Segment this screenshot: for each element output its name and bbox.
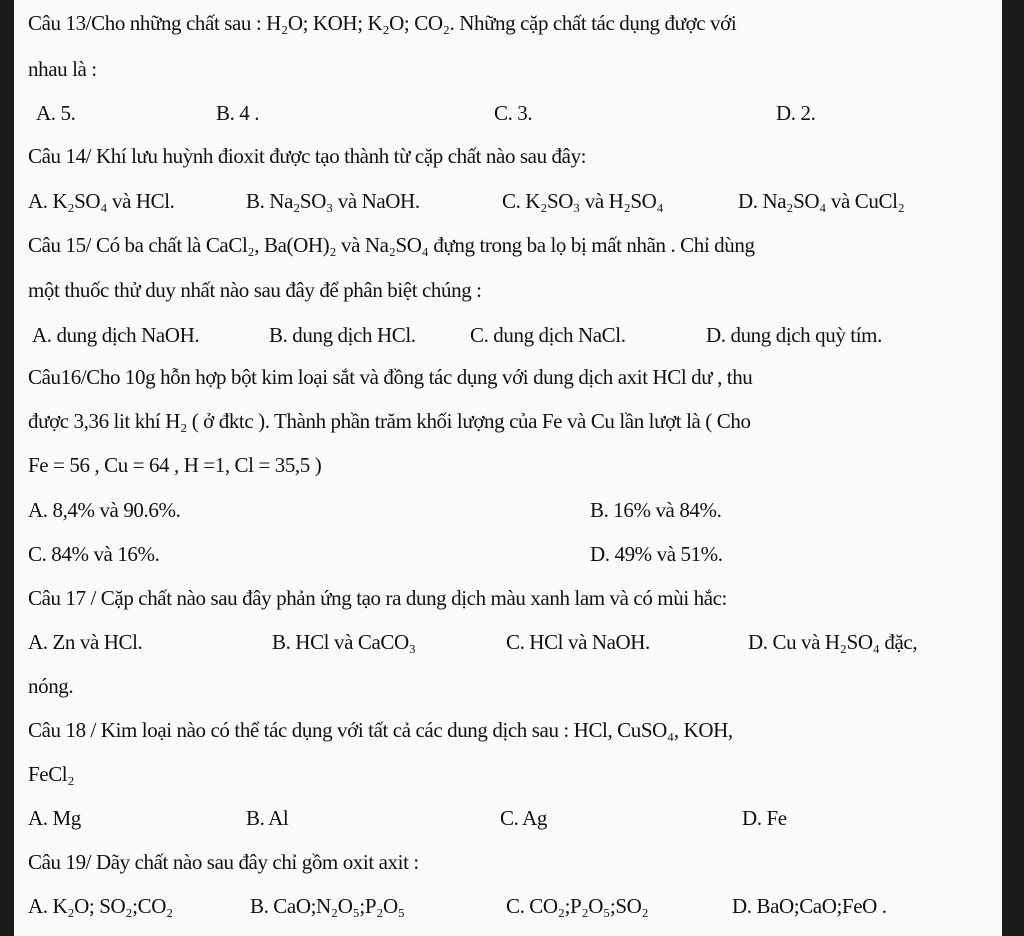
q15-option-c: C. dung dịch NaCl.: [470, 323, 626, 347]
q19-option-c: C. CO₂;P₂O₅;SO₂: [506, 894, 649, 918]
q15-option-b: B. dung dịch HCl.: [269, 323, 416, 347]
q13-stem-line-2: nhau là :: [28, 57, 97, 81]
q13-option-a: A. 5.: [36, 101, 76, 125]
q15-stem-line-2: một thuốc thử duy nhất nào sau đây để phân biệt chúng :: [28, 278, 482, 302]
q16-stem-line-2: được 3,36 lit khí H₂ ( ở đktc ). Thành phần trăm khối lượng của Fe và Cu lần lượt là ( Cho: [28, 409, 751, 433]
q18-option-b: B. Al: [246, 806, 289, 830]
q13-option-c: C. 3.: [494, 101, 533, 125]
q19-option-a: A. K₂O; SO₂;CO₂: [28, 894, 173, 918]
q14-option-d: D. Na₂SO₄ và CuCl₂: [738, 189, 905, 213]
q17-option-d-continuation: nóng.: [28, 674, 74, 698]
q13-stem-line-1: Câu 13/Cho những chất sau : H₂O; KOH; K₂O; CO₂. Những cặp chất tác dụng được với: [28, 11, 737, 35]
q16-option-b: B. 16% và 84%.: [590, 498, 722, 522]
q15-option-a: A. dung dịch NaOH.: [32, 323, 200, 347]
q18-option-c: C. Ag: [500, 806, 548, 830]
q17-stem: Câu 17 / Cặp chất nào sau đây phản ứng tạo ra dung dịch màu xanh lam và có mùi hắc:: [28, 586, 727, 610]
q14-option-a: A. K₂SO₄ và HCl.: [28, 189, 175, 213]
q16-stem-line-3: Fe = 56 , Cu = 64 , H =1, Cl = 35,5 ): [28, 453, 322, 477]
q18-stem-line-1: Câu 18 / Kim loại nào có thể tác dụng với tất cả các dung dịch sau : HCl, CuSO₄, KOH,: [28, 718, 733, 742]
q14-stem: Câu 14/ Khí lưu huỳnh đioxit được tạo thành từ cặp chất nào sau đây:: [28, 144, 587, 168]
q16-option-d: D. 49% và 51%.: [590, 542, 723, 566]
q16-stem-line-1: Câu16/Cho 10g hỗn hợp bột kim loại sắt và đồng tác dụng với dung dịch axit HCl dư , thu: [28, 365, 753, 389]
q14-option-c: C. K₂SO₃ và H₂SO₄: [502, 189, 664, 213]
q16-option-c: C. 84% và 16%.: [28, 542, 160, 566]
q13-option-b: B. 4 .: [216, 101, 260, 125]
q15-option-d: D. dung dịch quỳ tím.: [706, 323, 882, 347]
worksheet-page: [14, 0, 1002, 936]
q17-option-b: B. HCl và CaCO₃: [272, 630, 416, 654]
q17-option-d: D. Cu và H₂SO₄ đặc,: [748, 630, 918, 654]
q18-option-d: D. Fe: [742, 806, 787, 830]
q17-option-c: C. HCl và NaOH.: [506, 630, 650, 654]
q19-option-d: D. BaO;CaO;FeO .: [732, 894, 887, 918]
q13-option-d: D. 2.: [776, 101, 816, 125]
q18-stem-line-2: FeCl₂: [28, 762, 75, 786]
q19-option-b: B. CaO;N₂O₅;P₂O₅: [250, 894, 405, 918]
q15-stem-line-1: Câu 15/ Có ba chất là CaCl₂, Ba(OH)₂ và Na₂SO₄ đựng trong ba lọ bị mất nhãn . Chỉ dùng: [28, 233, 755, 257]
q18-option-a: A. Mg: [28, 806, 81, 830]
q19-stem: Câu 19/ Dãy chất nào sau đây chỉ gồm oxit axit :: [28, 850, 419, 874]
q16-option-a: A. 8,4% và 90.6%.: [28, 498, 181, 522]
q14-option-b: B. Na₂SO₃ và NaOH.: [246, 189, 420, 213]
q17-option-a: A. Zn và HCl.: [28, 630, 143, 654]
